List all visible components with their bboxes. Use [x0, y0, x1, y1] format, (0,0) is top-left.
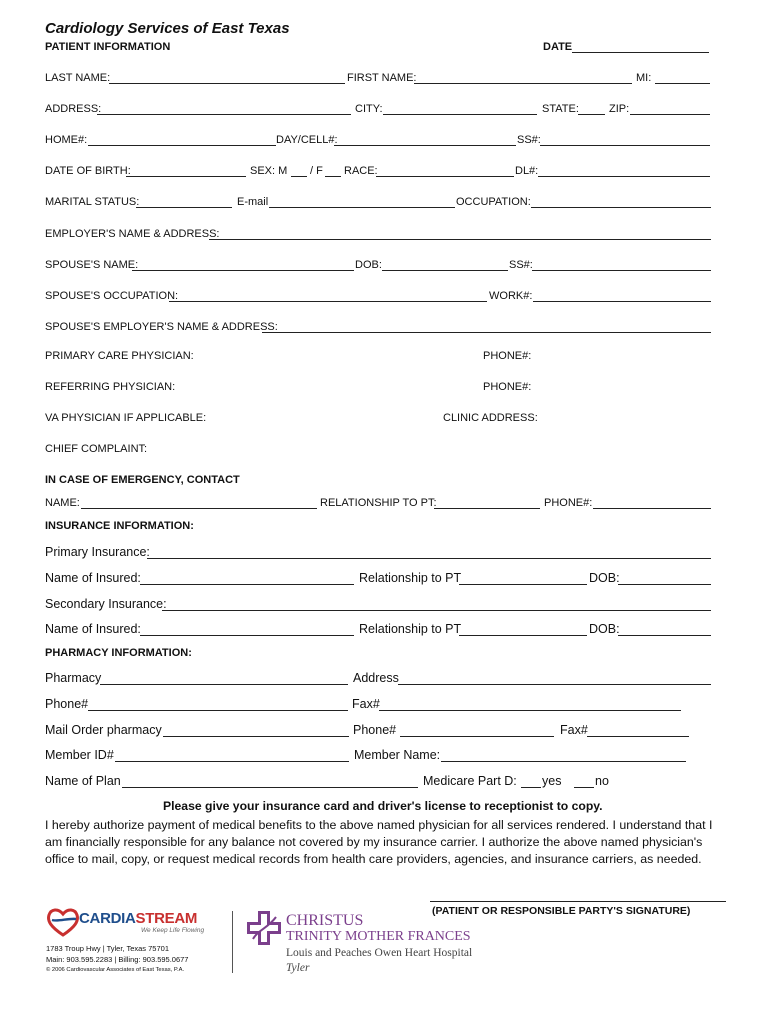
christus-name: CHRISTUS — [286, 912, 364, 929]
date-label: DATE — [543, 41, 573, 53]
medicare-no-field[interactable] — [574, 787, 594, 788]
footer-divider — [232, 911, 233, 973]
signature-label: (PATIENT OR RESPONSIBLE PARTY'S SIGNATURE) — [432, 905, 691, 917]
christus-cross-icon — [246, 910, 282, 946]
chief-complaint-label: CHIEF COMPLAINT: — [45, 443, 148, 455]
plan-name-label: Name of Plan — [45, 774, 121, 788]
cardiastream-phones: Main: 903.595.2283 | Billing: 903.595.0677 — [46, 955, 189, 964]
pcp-phone-label: PHONE#: — [483, 350, 532, 362]
emergency-name-field[interactable] — [81, 508, 317, 509]
emergency-phone-label: PHONE#: — [544, 497, 593, 509]
primary-insurance-label: Primary Insurance: — [45, 545, 150, 559]
race-field[interactable] — [376, 176, 514, 177]
mi-label: MI: — [636, 72, 652, 84]
medicare-label: Medicare Part D: — [423, 774, 517, 788]
member-id-label: Member ID# — [45, 748, 114, 762]
spouse-work-field[interactable] — [533, 301, 711, 302]
spouse-work-label: WORK#: — [489, 290, 533, 302]
name-insured-2-label: Name of Insured: — [45, 622, 141, 636]
email-label: E-mail — [237, 196, 269, 208]
member-name-label: Member Name: — [354, 748, 441, 762]
dob-label: DATE OF BIRTH: — [45, 165, 131, 177]
date-field[interactable] — [572, 52, 709, 53]
christus-city: Tyler — [286, 962, 310, 974]
dl-field[interactable] — [538, 176, 710, 177]
occupation-label: OCCUPATION: — [456, 196, 531, 208]
cardiastream-copyright: © 2006 Cardiovascular Associates of East Texas, P.A. — [46, 967, 185, 973]
spouse-occupation-field[interactable] — [169, 301, 487, 302]
mail-order-label: Mail Order pharmacy — [45, 723, 162, 737]
city-label: CITY: — [355, 103, 383, 115]
state-label: STATE: — [542, 103, 579, 115]
mail-phone-label: Phone# — [353, 723, 397, 737]
spouse-name-label: SPOUSE'S NAME: — [45, 259, 139, 271]
clinic-address-label: CLINIC ADDRESS: — [443, 412, 538, 424]
member-name-field[interactable] — [441, 761, 686, 762]
sex-f-field[interactable] — [325, 176, 341, 177]
pharmacy-field[interactable] — [100, 684, 348, 685]
last-name-label: LAST NAME: — [45, 72, 111, 84]
sex-label: SEX: M — [250, 165, 288, 177]
email-field[interactable] — [269, 207, 455, 208]
secondary-insurance-label: Secondary Insurance: — [45, 597, 167, 611]
employer-label: EMPLOYER'S NAME & ADDRESS: — [45, 228, 220, 240]
relationship-1-field[interactable] — [459, 584, 587, 585]
sex-m-field[interactable] — [291, 176, 307, 177]
signature-field[interactable] — [430, 901, 726, 902]
sex-f-label: / F — [310, 165, 323, 177]
first-name-field[interactable] — [414, 83, 632, 84]
medicare-yes-label: yes — [542, 774, 562, 788]
relationship-2-label: Relationship to PT — [359, 622, 462, 636]
referring-phone-label: PHONE#: — [483, 381, 532, 393]
primary-insurance-field[interactable] — [147, 558, 711, 559]
address-field[interactable] — [97, 114, 351, 115]
pharmacy-heading: PHARMACY INFORMATION: — [45, 647, 192, 659]
address-label: ADDRESS: — [45, 103, 102, 115]
spouse-ss-field[interactable] — [532, 270, 711, 271]
spouse-dob-field[interactable] — [382, 270, 508, 271]
city-field[interactable] — [383, 114, 537, 115]
pharmacy-fax-field[interactable] — [379, 710, 681, 711]
name-insured-1-field[interactable] — [140, 584, 354, 585]
emergency-relationship-label: RELATIONSHIP TO PT: — [320, 497, 437, 509]
dl-label: DL#: — [515, 165, 539, 177]
cardiastream-logo — [46, 906, 216, 940]
pharmacy-label: Pharmacy — [45, 671, 102, 685]
occupation-field[interactable] — [531, 207, 711, 208]
patient-info-heading: PATIENT INFORMATION — [45, 41, 171, 53]
emergency-relationship-field[interactable] — [434, 508, 540, 509]
mail-fax-label: Fax# — [560, 723, 588, 737]
form-title: Cardiology Services of East Texas — [45, 20, 290, 37]
pharmacy-address-field[interactable] — [398, 684, 711, 685]
spouse-employer-label: SPOUSE'S EMPLOYER'S NAME & ADDRESS: — [45, 321, 278, 333]
dob-field[interactable] — [126, 176, 246, 177]
medicare-yes-field[interactable] — [521, 787, 541, 788]
pharmacy-address-label: Address — [353, 671, 399, 685]
cardiastream-address: 1783 Troup Hwy | Tyler, Texas 75701 — [46, 944, 169, 953]
pharmacy-phone-label: Phone# — [45, 697, 89, 711]
state-field[interactable] — [578, 114, 605, 115]
zip-field[interactable] — [630, 114, 710, 115]
authorization-paragraph: I hereby authorize payment of medical benefits to the above named physician for all services rendered. I understand that I am financially responsible for any balance not covered by my insurance carrier. I authorize the above named physician's office to mail, copy, or request medical records from health care providers, agencies, and insurance carriers, as needed. — [45, 818, 713, 866]
day-cell-label: DAY/CELL#: — [276, 134, 338, 146]
va-physician-label: VA PHYSICIAN IF APPLICABLE: — [45, 412, 207, 424]
day-cell-field[interactable] — [334, 145, 516, 146]
name-insured-1-label: Name of Insured: — [45, 571, 141, 585]
zip-label: ZIP: — [609, 103, 630, 115]
spouse-occupation-label: SPOUSE'S OCCUPATION: — [45, 290, 179, 302]
ss-field[interactable] — [540, 145, 710, 146]
referring-physician-label: REFERRING PHYSICIAN: — [45, 381, 176, 393]
member-id-field[interactable] — [115, 761, 349, 762]
home-phone-label: HOME#: — [45, 134, 88, 146]
heart-icon — [46, 906, 80, 938]
ss-label: SS#: — [517, 134, 541, 146]
christus-hospital: Louis and Peaches Owen Heart Hospital — [286, 947, 473, 959]
mail-order-field[interactable] — [163, 736, 349, 737]
cardiastream-tagline: We Keep Life Flowing — [141, 927, 205, 934]
plan-name-field[interactable] — [122, 787, 418, 788]
dob-2-label: DOB: — [589, 622, 620, 636]
mail-fax-field[interactable] — [587, 736, 689, 737]
pharmacy-phone-field[interactable] — [88, 710, 348, 711]
marital-status-field[interactable] — [136, 207, 232, 208]
medicare-no-label: no — [595, 774, 609, 788]
pcp-label: PRIMARY CARE PHYSICIAN: — [45, 350, 194, 362]
emergency-phone-field[interactable] — [593, 508, 711, 509]
employer-field[interactable] — [209, 239, 711, 240]
insurance-heading: INSURANCE INFORMATION: — [45, 520, 194, 532]
race-label: RACE: — [344, 165, 378, 177]
dob-1-label: DOB: — [589, 571, 620, 585]
dob-2-field[interactable] — [618, 635, 711, 636]
name-insured-2-field[interactable] — [140, 635, 354, 636]
first-name-label: FIRST NAME: — [347, 72, 417, 84]
relationship-1-label: Relationship to PT — [359, 571, 462, 585]
home-phone-field[interactable] — [88, 145, 276, 146]
cardiastream-brand-a: CARDIA — [79, 910, 136, 927]
spouse-ss-label: SS#: — [509, 259, 533, 271]
last-name-field[interactable] — [109, 83, 345, 84]
dob-1-field[interactable] — [618, 584, 711, 585]
mail-phone-field[interactable] — [400, 736, 554, 737]
relationship-2-field[interactable] — [459, 635, 587, 636]
spouse-name-field[interactable] — [132, 270, 354, 271]
secondary-insurance-field[interactable] — [162, 610, 711, 611]
spouse-employer-field[interactable] — [262, 332, 711, 333]
christus-sub: TRINITY MOTHER FRANCES — [286, 929, 471, 944]
marital-status-label: MARITAL STATUS: — [45, 196, 140, 208]
pharmacy-fax-label: Fax# — [352, 697, 380, 711]
emergency-heading: IN CASE OF EMERGENCY, CONTACT — [45, 474, 240, 486]
spouse-dob-label: DOB: — [355, 259, 382, 271]
emergency-name-label: NAME: — [45, 497, 80, 509]
insurance-card-notice: Please give your insurance card and driver's license to receptionist to copy. — [163, 799, 603, 813]
mi-field[interactable] — [655, 83, 710, 84]
cardiastream-brand-b: STREAM — [135, 910, 198, 927]
